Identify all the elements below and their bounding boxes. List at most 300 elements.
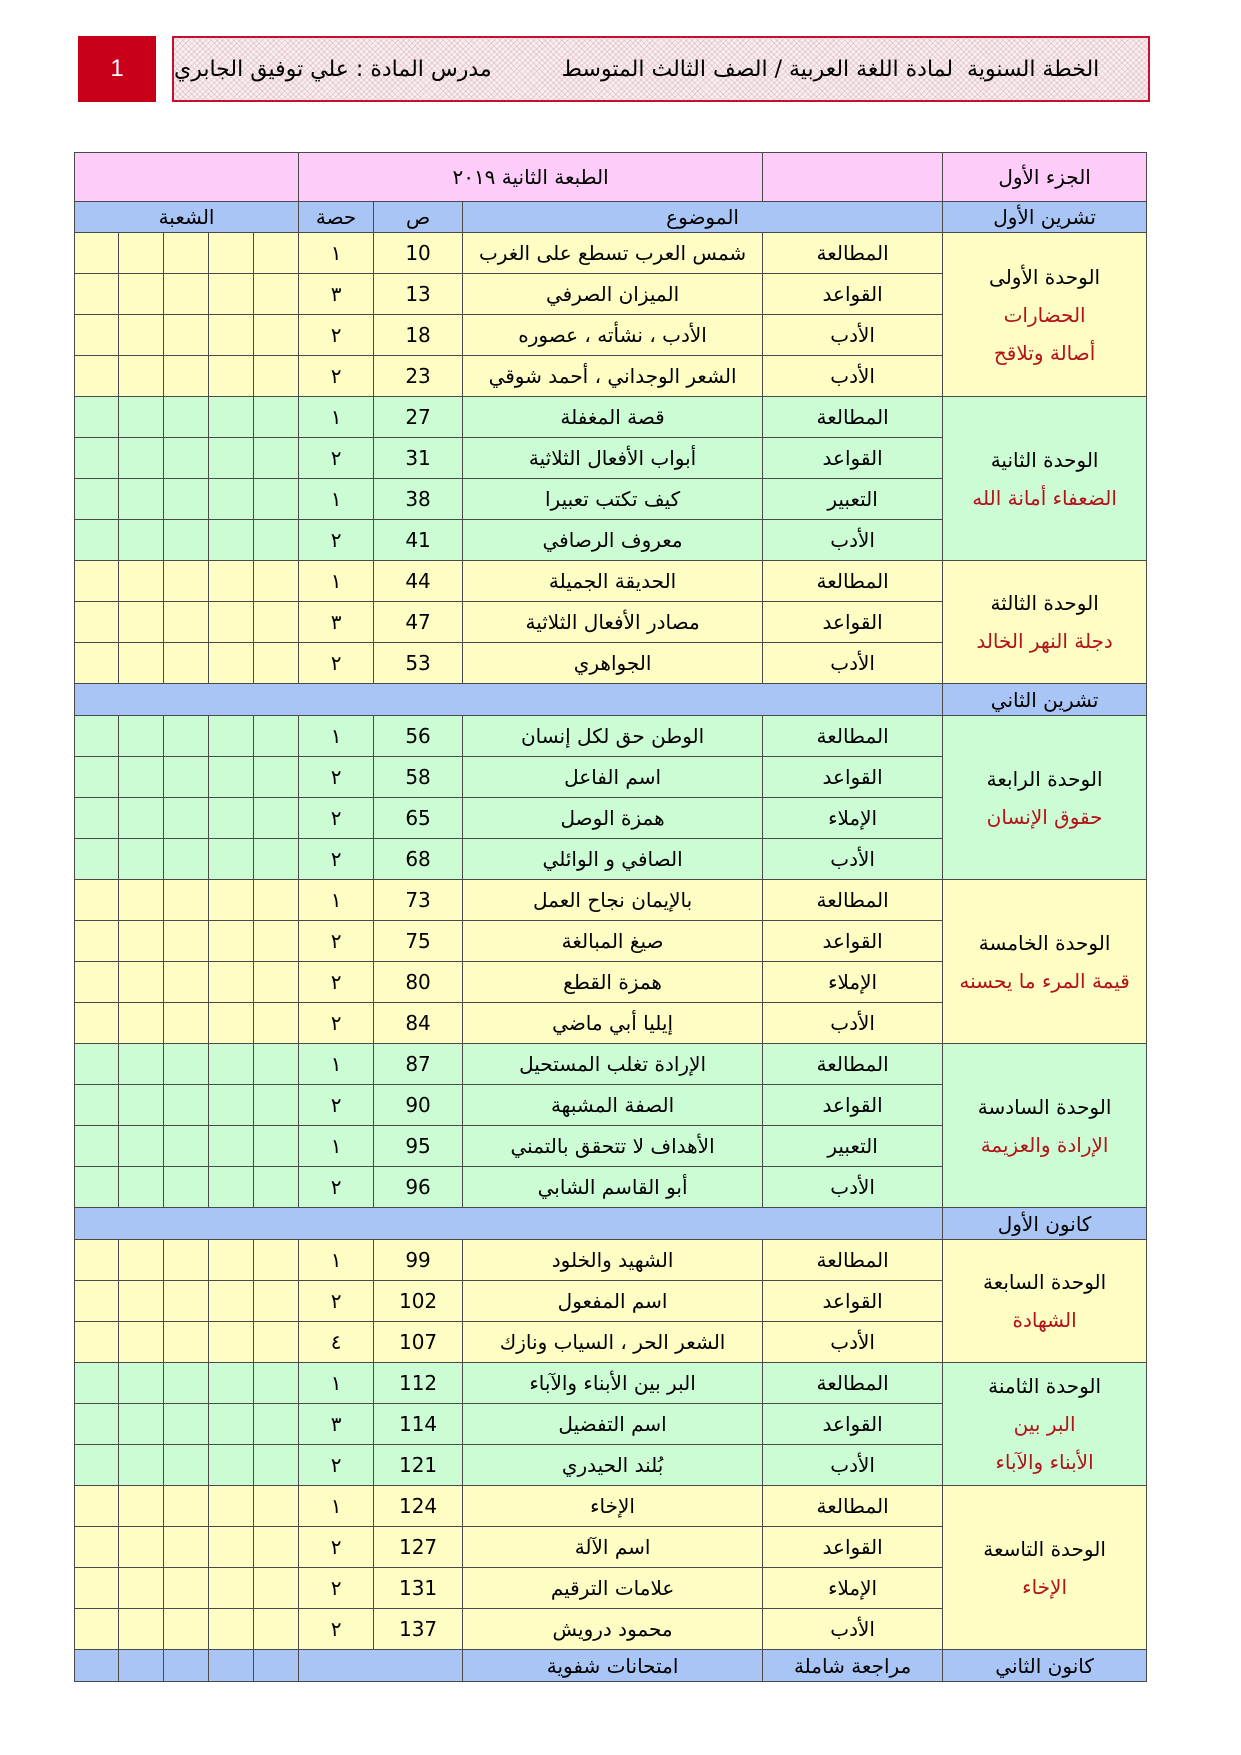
section-cell xyxy=(254,1281,299,1322)
section-cell xyxy=(209,561,254,602)
section-cell xyxy=(209,1363,254,1404)
page-number-cell: 18 xyxy=(374,315,463,356)
section-cell xyxy=(164,356,209,397)
section-cell xyxy=(119,602,164,643)
lesson-count: ٢ xyxy=(299,757,374,798)
section-cell xyxy=(75,839,119,880)
subject-cell: التعبير xyxy=(763,1126,943,1167)
month-blank xyxy=(75,1208,943,1240)
section-cell xyxy=(75,315,119,356)
section-cell xyxy=(75,438,119,479)
unit-cell xyxy=(943,233,1147,397)
subject-cell: القواعد xyxy=(763,602,943,643)
section-cell xyxy=(119,233,164,274)
section-cell xyxy=(209,921,254,962)
section-cell xyxy=(254,839,299,880)
section-cell xyxy=(164,1404,209,1445)
subject-cell: التعبير xyxy=(763,479,943,520)
section-cell xyxy=(254,716,299,757)
section-cell xyxy=(119,479,164,520)
section-cell xyxy=(209,233,254,274)
topic-cell: الأدب ، نشأته ، عصوره xyxy=(463,315,763,356)
section-cell xyxy=(254,1126,299,1167)
section-cell xyxy=(119,1126,164,1167)
section-cell xyxy=(209,438,254,479)
page-number-cell: 102 xyxy=(374,1281,463,1322)
section-cell xyxy=(164,1486,209,1527)
section-cell xyxy=(209,1085,254,1126)
lesson-count: ٣ xyxy=(299,274,374,315)
topic-cell: محمود درويش xyxy=(463,1609,763,1650)
lesson-count: ١ xyxy=(299,1363,374,1404)
section-cell xyxy=(75,233,119,274)
page-number-cell: 124 xyxy=(374,1486,463,1527)
table-row xyxy=(75,716,1147,757)
lesson-count: ١ xyxy=(299,233,374,274)
section-cell xyxy=(119,1363,164,1404)
subject-cell: القواعد xyxy=(763,757,943,798)
section-cell xyxy=(254,1003,299,1044)
section-cell xyxy=(209,798,254,839)
topic-cell: الميزان الصرفي xyxy=(463,274,763,315)
unit-theme-line2: أصالة وتلاقح xyxy=(993,340,1096,365)
section-cell xyxy=(164,274,209,315)
section-cell xyxy=(254,1322,299,1363)
page-number-cell: 87 xyxy=(374,1044,463,1085)
month-blank xyxy=(75,684,943,716)
section-cell xyxy=(164,315,209,356)
lesson-count: ٢ xyxy=(299,1445,374,1486)
table-row xyxy=(75,397,1147,438)
section-cell xyxy=(75,1044,119,1085)
section-cell xyxy=(164,1240,209,1281)
page-number-cell: 127 xyxy=(374,1527,463,1568)
page-number-cell: 13 xyxy=(374,274,463,315)
page-number-cell: 131 xyxy=(374,1568,463,1609)
section-cell xyxy=(164,1527,209,1568)
section-cell xyxy=(119,1167,164,1208)
section-cell xyxy=(119,1281,164,1322)
subject-cell: القواعد xyxy=(763,1085,943,1126)
section-cell xyxy=(75,1126,119,1167)
topic-cell: همزة القطع xyxy=(463,962,763,1003)
topic-cell: صيغ المبالغة xyxy=(463,921,763,962)
section-cell xyxy=(119,839,164,880)
section-cell xyxy=(119,1650,164,1682)
section-cell xyxy=(164,479,209,520)
section-cell xyxy=(164,921,209,962)
unit-cell xyxy=(943,1044,1147,1208)
topic-cell: الشعر الوجداني ، أحمد شوقي xyxy=(463,356,763,397)
page-number-cell: 27 xyxy=(374,397,463,438)
section-cell xyxy=(164,397,209,438)
section-cell xyxy=(75,1650,119,1682)
section-cell xyxy=(164,757,209,798)
section-cell xyxy=(119,520,164,561)
page-number: 1 xyxy=(78,36,156,102)
blank-cell xyxy=(75,153,299,202)
page-number-cell: 95 xyxy=(374,1126,463,1167)
lesson-count: ٣ xyxy=(299,1404,374,1445)
topic-cell: أبواب الأفعال الثلاثية xyxy=(463,438,763,479)
section-cell xyxy=(75,1568,119,1609)
unit-theme: قيمة المرء ما يحسنه xyxy=(959,968,1130,993)
topic-cell: علامات الترقيم xyxy=(463,1568,763,1609)
header-section: الشعبة xyxy=(75,202,299,233)
topic-cell: اسم المفعول xyxy=(463,1281,763,1322)
topic-cell: إيليا أبي ماضي xyxy=(463,1003,763,1044)
section-cell xyxy=(75,397,119,438)
page-number-cell: 47 xyxy=(374,602,463,643)
table-row xyxy=(75,1044,1147,1085)
subject-cell: القواعد xyxy=(763,274,943,315)
subject-cell: الأدب xyxy=(763,1003,943,1044)
subject-cell: الأدب xyxy=(763,1445,943,1486)
subject-cell: الأدب xyxy=(763,520,943,561)
section-cell xyxy=(164,1126,209,1167)
page-number-cell: 137 xyxy=(374,1609,463,1650)
topic-cell: الإخاء xyxy=(463,1486,763,1527)
section-cell xyxy=(254,1650,299,1682)
unit-theme: حقوق الإنسان xyxy=(986,804,1103,829)
section-cell xyxy=(119,438,164,479)
section-cell xyxy=(209,1527,254,1568)
page-number-cell: 38 xyxy=(374,479,463,520)
page-number-cell: 96 xyxy=(374,1167,463,1208)
section-cell xyxy=(75,1445,119,1486)
lesson-count: ٢ xyxy=(299,1609,374,1650)
page-number-cell: 84 xyxy=(374,1003,463,1044)
header-teacher: مدرس المادة : علي توفيق الجابري xyxy=(174,56,492,82)
section-cell xyxy=(164,798,209,839)
page-number-cell: 31 xyxy=(374,438,463,479)
subject-cell: الإملاء xyxy=(763,798,943,839)
lesson-count: ٣ xyxy=(299,602,374,643)
section-cell xyxy=(209,520,254,561)
section-cell xyxy=(119,1568,164,1609)
topic-cell: الصفة المشبهة xyxy=(463,1085,763,1126)
lesson-count: ١ xyxy=(299,1044,374,1085)
section-cell xyxy=(209,1568,254,1609)
table-row xyxy=(75,1486,1147,1527)
lesson-count: ١ xyxy=(299,1240,374,1281)
page-number-cell: 56 xyxy=(374,716,463,757)
page-number-cell: 114 xyxy=(374,1404,463,1445)
unit-cell xyxy=(943,397,1147,561)
section-cell xyxy=(254,356,299,397)
lesson-count: ١ xyxy=(299,397,374,438)
section-cell xyxy=(254,438,299,479)
lesson-count: ٢ xyxy=(299,1003,374,1044)
subject-cell: الإملاء xyxy=(763,1568,943,1609)
section-cell xyxy=(209,1445,254,1486)
section-cell xyxy=(209,1322,254,1363)
section-cell xyxy=(209,1404,254,1445)
section-cell xyxy=(119,880,164,921)
topic-cell: الجواهري xyxy=(463,643,763,684)
section-cell xyxy=(75,1363,119,1404)
section-cell xyxy=(254,921,299,962)
section-cell xyxy=(209,602,254,643)
lesson-count: ٢ xyxy=(299,839,374,880)
section-cell xyxy=(75,1003,119,1044)
table-row xyxy=(75,1240,1147,1281)
lesson-count: ٢ xyxy=(299,1568,374,1609)
section-cell xyxy=(164,1322,209,1363)
subject-cell: الأدب xyxy=(763,1322,943,1363)
lesson-count: ١ xyxy=(299,880,374,921)
lesson-count: ٢ xyxy=(299,921,374,962)
lesson-count: ١ xyxy=(299,1486,374,1527)
unit-name: الوحدة السادسة xyxy=(977,1094,1112,1119)
section-cell xyxy=(254,520,299,561)
subject-cell: القواعد xyxy=(763,1404,943,1445)
subject-cell: المطالعة xyxy=(763,233,943,274)
section-cell xyxy=(254,757,299,798)
unit-theme: الشهادة xyxy=(1012,1308,1077,1332)
section-cell xyxy=(209,1486,254,1527)
section-cell xyxy=(119,397,164,438)
unit-name: الوحدة الثانية xyxy=(990,447,1099,472)
unit-theme: الحضارات xyxy=(1003,302,1086,327)
section-cell xyxy=(254,798,299,839)
lesson-count: ٢ xyxy=(299,438,374,479)
section-cell xyxy=(119,921,164,962)
page-number-cell: 65 xyxy=(374,798,463,839)
topic-cell: بُلند الحيدري xyxy=(463,1445,763,1486)
topic-cell: قصة المغفلة xyxy=(463,397,763,438)
section-cell xyxy=(209,1240,254,1281)
section-cell xyxy=(209,716,254,757)
page-number-cell: 121 xyxy=(374,1445,463,1486)
unit-name: الوحدة الأولى xyxy=(989,264,1101,289)
blank-cell xyxy=(763,153,943,202)
lesson-count: ٢ xyxy=(299,1281,374,1322)
section-cell xyxy=(254,1527,299,1568)
subject-cell: الأدب xyxy=(763,643,943,684)
section-cell xyxy=(75,716,119,757)
section-cell xyxy=(164,561,209,602)
subject-cell: المطالعة xyxy=(763,880,943,921)
blank-cell xyxy=(299,1650,463,1682)
subject-cell: القواعد xyxy=(763,438,943,479)
subject-cell: الأدب xyxy=(763,315,943,356)
page-number-cell: 73 xyxy=(374,880,463,921)
section-cell xyxy=(164,438,209,479)
lesson-count: ١ xyxy=(299,479,374,520)
topic-cell: اسم الفاعل xyxy=(463,757,763,798)
subject-cell: المطالعة xyxy=(763,561,943,602)
section-cell xyxy=(164,839,209,880)
topic-cell: بالإيمان نجاح العمل xyxy=(463,880,763,921)
topic-cell: اسم الآلة xyxy=(463,1527,763,1568)
section-cell xyxy=(254,274,299,315)
section-cell xyxy=(254,233,299,274)
table-row xyxy=(75,561,1147,602)
lesson-count: ٢ xyxy=(299,798,374,839)
section-cell xyxy=(75,880,119,921)
part-label: الجزء الأول xyxy=(943,153,1147,202)
section-cell xyxy=(254,479,299,520)
page-number-cell: 112 xyxy=(374,1363,463,1404)
section-cell xyxy=(209,479,254,520)
section-cell xyxy=(164,643,209,684)
section-cell xyxy=(164,1363,209,1404)
section-cell xyxy=(254,397,299,438)
section-cell xyxy=(209,1650,254,1682)
unit-cell xyxy=(943,880,1147,1044)
section-cell xyxy=(164,716,209,757)
section-cell xyxy=(75,757,119,798)
section-cell xyxy=(75,1281,119,1322)
subject-cell: الأدب xyxy=(763,356,943,397)
lesson-count: ٢ xyxy=(299,643,374,684)
subject-cell: الأدب xyxy=(763,1609,943,1650)
section-cell xyxy=(119,962,164,1003)
topic-cell: مصادر الأفعال الثلاثية xyxy=(463,602,763,643)
unit-cell xyxy=(943,1486,1147,1650)
section-cell xyxy=(75,1240,119,1281)
topic-cell: الوطن حق لكل إنسان xyxy=(463,716,763,757)
unit-theme: دجلة النهر الخالد xyxy=(976,629,1113,653)
page-number-cell: 99 xyxy=(374,1240,463,1281)
lesson-count: ٢ xyxy=(299,1527,374,1568)
section-cell xyxy=(164,1445,209,1486)
section-cell xyxy=(164,962,209,1003)
page-number-cell: 44 xyxy=(374,561,463,602)
section-cell xyxy=(164,1085,209,1126)
section-cell xyxy=(209,1044,254,1085)
month-label: كانون الثاني xyxy=(943,1650,1147,1682)
page-number-cell: 68 xyxy=(374,839,463,880)
full-review: مراجعة شاملة xyxy=(763,1650,943,1682)
oral-exams: امتحانات شفوية xyxy=(463,1650,763,1682)
section-cell xyxy=(119,274,164,315)
section-cell xyxy=(209,1609,254,1650)
topic-cell: الإرادة تغلب المستحيل xyxy=(463,1044,763,1085)
section-cell xyxy=(164,233,209,274)
section-cell xyxy=(254,315,299,356)
table-row xyxy=(75,1363,1147,1404)
section-cell xyxy=(254,602,299,643)
header-page: ص xyxy=(374,202,463,233)
section-cell xyxy=(75,1486,119,1527)
lesson-count: ٢ xyxy=(299,1167,374,1208)
section-cell xyxy=(209,1003,254,1044)
section-cell xyxy=(75,602,119,643)
section-cell xyxy=(119,1085,164,1126)
lesson-count: ٢ xyxy=(299,1085,374,1126)
section-cell xyxy=(254,962,299,1003)
section-cell xyxy=(209,1126,254,1167)
header-month: تشرين الأول xyxy=(943,202,1147,233)
section-cell xyxy=(209,356,254,397)
section-cell xyxy=(164,1003,209,1044)
section-cell xyxy=(75,356,119,397)
section-cell xyxy=(75,1609,119,1650)
section-cell xyxy=(75,479,119,520)
section-cell xyxy=(209,880,254,921)
page-number-cell: 10 xyxy=(374,233,463,274)
topic-cell: الشعر الحر ، السياب ونازك xyxy=(463,1322,763,1363)
section-cell xyxy=(254,1167,299,1208)
subject-cell: المطالعة xyxy=(763,1363,943,1404)
section-cell xyxy=(209,1281,254,1322)
unit-name: الوحدة الرابعة xyxy=(986,766,1103,791)
subject-cell: القواعد xyxy=(763,1527,943,1568)
section-cell xyxy=(75,1085,119,1126)
section-cell xyxy=(119,356,164,397)
edition-label: الطبعة الثانية ٢٠١٩ xyxy=(299,153,763,202)
section-cell xyxy=(75,1404,119,1445)
lesson-count: ٢ xyxy=(299,315,374,356)
header-lesson: حصة xyxy=(299,202,374,233)
section-cell xyxy=(254,1044,299,1085)
subject-cell: المطالعة xyxy=(763,397,943,438)
section-cell xyxy=(164,1044,209,1085)
section-cell xyxy=(254,1445,299,1486)
section-cell xyxy=(119,643,164,684)
section-cell xyxy=(75,798,119,839)
section-cell xyxy=(164,602,209,643)
unit-name: الوحدة الخامسة xyxy=(978,930,1111,955)
header-topic: الموضوع xyxy=(463,202,943,233)
section-cell xyxy=(75,274,119,315)
table-row xyxy=(75,233,1147,274)
unit-cell xyxy=(943,1363,1147,1486)
unit-theme: البر بين xyxy=(1013,1412,1076,1436)
page-number-cell: 80 xyxy=(374,962,463,1003)
section-cell xyxy=(254,1240,299,1281)
section-cell xyxy=(119,1322,164,1363)
subject-cell: القواعد xyxy=(763,1281,943,1322)
section-cell xyxy=(209,274,254,315)
subject-cell: المطالعة xyxy=(763,1044,943,1085)
page-number-cell: 107 xyxy=(374,1322,463,1363)
section-cell xyxy=(164,520,209,561)
page-number-cell: 53 xyxy=(374,643,463,684)
section-cell xyxy=(164,1281,209,1322)
section-cell xyxy=(75,520,119,561)
unit-cell xyxy=(943,561,1147,684)
topic-cell: اسم التفضيل xyxy=(463,1404,763,1445)
unit-cell xyxy=(943,1240,1147,1363)
lesson-count: ٢ xyxy=(299,520,374,561)
topic-cell: الأهداف لا تتحقق بالتمني xyxy=(463,1126,763,1167)
section-cell xyxy=(209,962,254,1003)
section-cell xyxy=(119,716,164,757)
section-cell xyxy=(209,315,254,356)
page-header xyxy=(172,36,1150,102)
section-cell xyxy=(254,1085,299,1126)
topic-cell: الشهيد والخلود xyxy=(463,1240,763,1281)
subject-cell: المطالعة xyxy=(763,1240,943,1281)
section-cell xyxy=(119,1486,164,1527)
subject-cell: القواعد xyxy=(763,921,943,962)
section-cell xyxy=(254,1609,299,1650)
section-cell xyxy=(209,757,254,798)
unit-theme: الضعفاء أمانة الله xyxy=(972,485,1117,510)
section-cell xyxy=(119,561,164,602)
topic-cell: كيف تكتب تعبيرا xyxy=(463,479,763,520)
subject-cell: الإملاء xyxy=(763,962,943,1003)
section-cell xyxy=(119,1404,164,1445)
topic-cell: الحديقة الجميلة xyxy=(463,561,763,602)
unit-name: الوحدة السابعة xyxy=(982,1270,1107,1294)
section-cell xyxy=(254,1404,299,1445)
lesson-count: ٤ xyxy=(299,1322,374,1363)
month-label: كانون الأول xyxy=(943,1208,1147,1240)
